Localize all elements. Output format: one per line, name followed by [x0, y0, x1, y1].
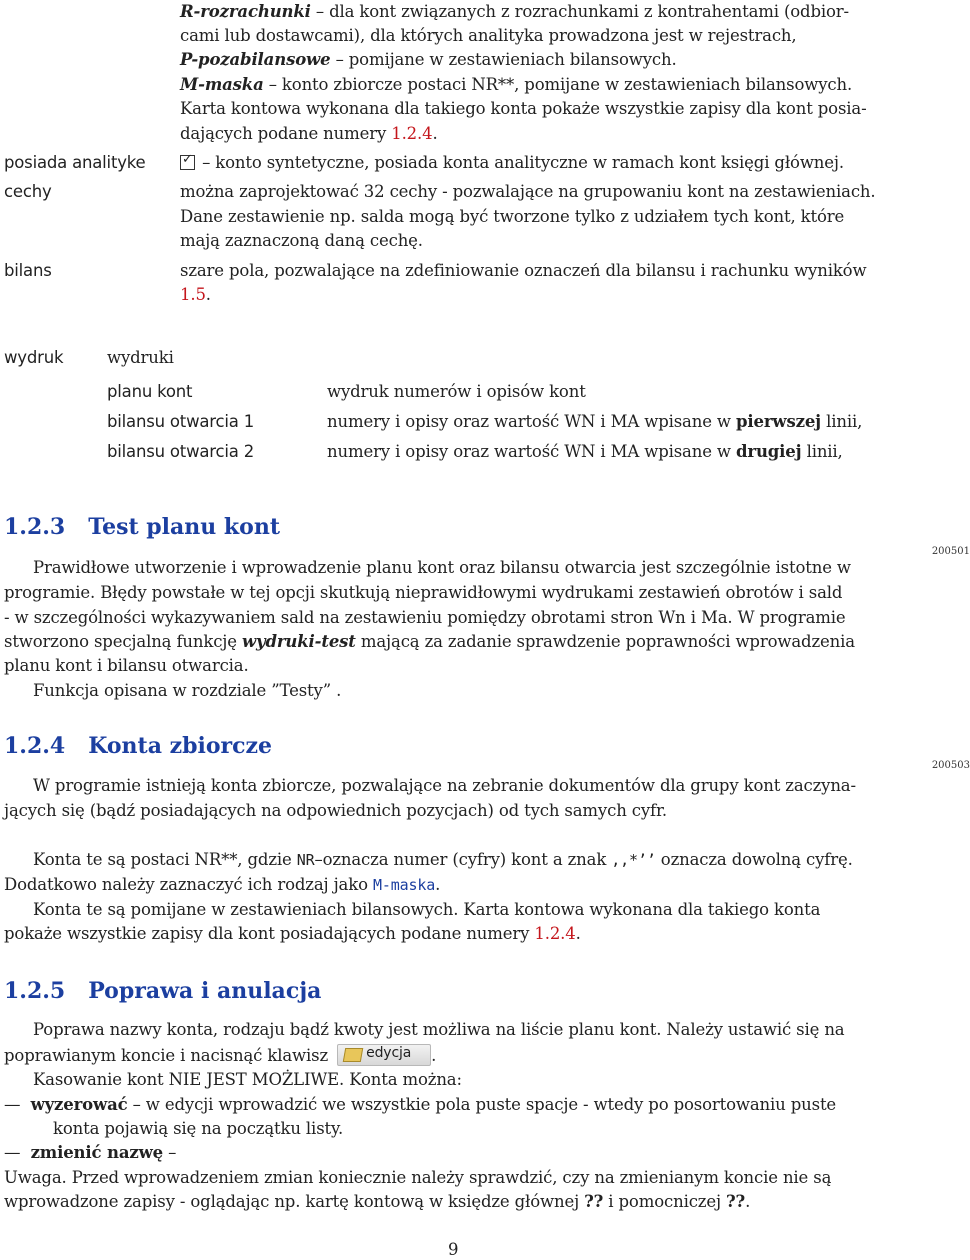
wydruk-row-desc: numery i opisy oraz wartość WN i MA wpisane w drugiej linii, [327, 442, 843, 461]
s123-p1-l4: stworzono specjalną funkcję wydruki-test mającą za zadanie sprawdzenie poprawności wprowadzenia [4, 632, 855, 651]
s125-opt1: — wyzerować – w edycji wprowadzić we wszystkie pola puste spacje - wtedy po posortowaniu puste [4, 1095, 837, 1114]
s125-p1-l2: poprawianym koncie i nacisnąć klawisz edycja . [4, 1045, 437, 1065]
item-posiada-text: ✓ – konto syntetyczne, posiada konta analityczne w ramach kont księgi głównej. [180, 153, 844, 172]
s125-uwaga-l2: wprowadzone zapisy - oglądając np. kartę kontową w księdze głównej ?? i pomocniczej ??. [4, 1192, 751, 1211]
s123-p1-l2: programie. Błędy powstałe w tej opcji skutkują nieprawidłowymi wydrukami zestawień obrotów i sald [4, 583, 843, 602]
s123-p1-l1: Prawidłowe utworzenie i wprowadzenie planu kont oraz bilansu otwarcia jest szczególnie istotne w [33, 558, 851, 577]
ref-link[interactable]: 1.5 [180, 285, 206, 304]
term-p-pozabilansowe: P-pozabilansowe [180, 50, 331, 69]
margin-note: 200503 [931, 760, 970, 771]
page-number: 9 [448, 1240, 459, 1259]
bilans-line1: szare pola, pozwalające na zdefiniowanie oznaczeń dla bilansu i rachunku wyników [180, 261, 867, 280]
term-wydruki-test: wydruki-test [241, 632, 356, 651]
wydruk-sub: wydruki [107, 348, 174, 367]
ref-link[interactable]: ?? [584, 1192, 604, 1211]
wydruk-row-name: bilansu otwarcia 2 [107, 442, 255, 461]
label-posiada-analityke: posiada analityke [4, 153, 146, 172]
edit-button[interactable] [337, 1044, 431, 1066]
s123-p1-l5: planu kont i bilansu otwarcia. [4, 656, 249, 675]
bilans-line2: 1.5. [180, 285, 211, 304]
section-number: 1.2.4 [4, 733, 66, 759]
s123-p2: Funkcja opisana w rozdziale ”Testy” . [33, 681, 342, 700]
s124-p2-l1: Konta te są postaci NR**, gdzie NR–oznacza numer (cyfry) kont a znak ,,*’’ oznacza dowolną cyfrę. [33, 850, 853, 869]
s125-p1-l1: Poprawa nazwy konta, rodzaju bądź kwoty jest możliwa na liście planu kont. Należy ustawić się na [33, 1020, 845, 1039]
s124-p1-l2: jących się (bądź posiadających na odpowiednich pozycjach) od tych samych cyfr. [4, 801, 668, 820]
section-title: Test planu kont [88, 514, 281, 540]
section-heading [4, 733, 272, 759]
label-bilans: bilans [4, 261, 52, 280]
wydruk-row-desc: numery i opisy oraz wartość WN i MA wpisane w pierwszej linii, [327, 412, 863, 431]
section-heading [4, 978, 321, 1004]
s125-opt1-l2: konta pojawią się na początku listy. [53, 1119, 344, 1138]
s125-p2: Kasowanie kont NIE JEST MOŻLIWE. Konta można: [33, 1070, 462, 1089]
ref-link[interactable]: 1.2.4 [534, 924, 576, 943]
edit-button-label: edycja [366, 1045, 412, 1061]
def-p-line: P-pozabilansowe – pomijane w zestawieniach bilansowych. [180, 50, 677, 69]
section-heading [4, 514, 280, 540]
s123-p1-l3: - w szczególności wykazywaniem sald na zestawieniu pomiędzy obrotami stron Wn i Ma. W programie [4, 608, 846, 627]
ref-link[interactable]: ?? [726, 1192, 746, 1211]
cechy-line2: Dane zestawienie np. salda mogą być tworzone tylko z udziałem tych kont, które [180, 207, 845, 226]
def-m-line1: M-maska – konto zbiorcze postaci NR**, pomijane w zestawieniach bilansowych. [180, 75, 853, 94]
section-number: 1.2.3 [4, 514, 66, 540]
cechy-line1: można zaprojektować 32 cechy - pozwalające na grupowaniu kont na zestawieniach. [180, 182, 876, 201]
def-m-line2: Karta kontowa wykonana dla takiego konta pokaże wszystkie zapisy dla kont posia- [180, 99, 867, 118]
section-title: Poprawa i anulacja [88, 978, 322, 1004]
section-number: 1.2.5 [4, 978, 66, 1004]
label-cechy: cechy [4, 182, 52, 201]
ref-link[interactable]: 1.2.4 [391, 124, 433, 143]
def-r-line1: R-rozrachunki – dla kont związanych z rozrachunkami z kontrahentami (odbior- [180, 2, 849, 21]
cechy-line3: mają zaznaczoną daną cechę. [180, 231, 423, 250]
dash-bullet: — [4, 1143, 21, 1162]
section-title: Konta zbiorcze [88, 733, 273, 759]
dash-bullet: — [4, 1095, 21, 1114]
checkbox-checked-icon [180, 155, 195, 170]
term-m-maska: M-maska [180, 75, 264, 94]
s124-p3-l2: pokaże wszystkie zapisy dla kont posiadających podane numery 1.2.4. [4, 924, 581, 943]
pencil-icon [343, 1048, 363, 1062]
def-m-line3: dających podane numery 1.2.4. [180, 124, 438, 143]
wydruk-row-desc: wydruk numerów i opisów kont [327, 382, 586, 401]
s124-p1-l1: W programie istnieją konta zbiorcze, pozwalające na zebranie dokumentów dla grupy kont zaczyna- [33, 776, 856, 795]
def-r-line2: cami lub dostawcami), dla których analityka prowadzona jest w rejestrach, [180, 26, 797, 45]
term-r-rozrachunki: R-rozrachunki [180, 2, 311, 21]
s124-p2-l2: Dodatkowo należy zaznaczyć ich rodzaj jako M-maska. [4, 875, 441, 894]
wydruk-row-name: planu kont [107, 382, 193, 401]
label-wydruk: wydruk [4, 348, 64, 367]
wydruk-row-name: bilansu otwarcia 1 [107, 412, 255, 431]
s124-p3-l1: Konta te są pomijane w zestawieniach bilansowych. Karta kontowa wykonana dla takiego konta [33, 900, 821, 919]
margin-note: 200501 [931, 546, 970, 557]
s125-opt2: — zmienić nazwę – [4, 1143, 177, 1162]
s125-uwaga-l1: Uwaga. Przed wprowadzeniem zmian koniecznie należy sprawdzić, czy na zmienianym koncie nie są [4, 1168, 832, 1187]
